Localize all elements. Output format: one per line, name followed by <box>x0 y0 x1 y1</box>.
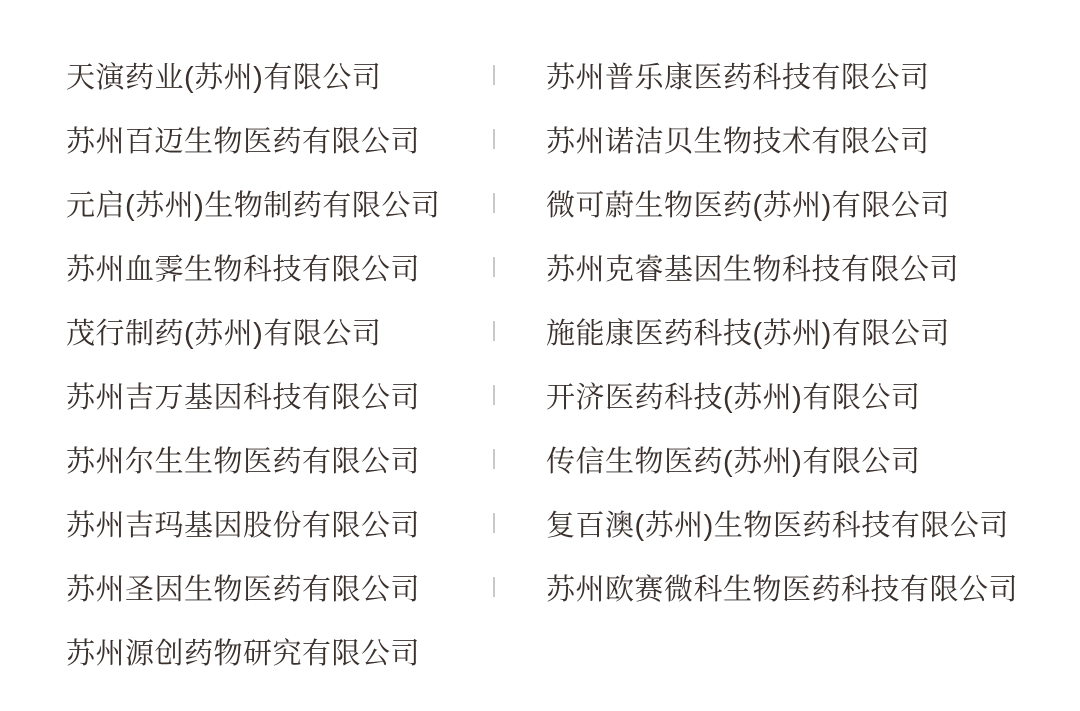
company-row <box>66 235 1080 299</box>
company-name-right: 传信生物医药(苏州)有限公司 <box>546 445 921 478</box>
company-name-left: 天演药业(苏州)有限公司 <box>66 61 382 94</box>
company-name-right: 苏州诺洁贝生物技术有限公司 <box>546 125 930 158</box>
company-name-left: 苏州源创药物研究有限公司 <box>66 637 421 670</box>
company-name-left: 苏州圣因生物医药有限公司 <box>66 573 421 606</box>
company-name-left: 苏州吉玛基因股份有限公司 <box>66 509 421 542</box>
column-divider-tick <box>493 193 495 213</box>
company-name-right: 开济医药科技(苏州)有限公司 <box>546 381 921 414</box>
company-name-right: 苏州普乐康医药科技有限公司 <box>546 61 930 94</box>
column-divider-tick <box>493 257 495 277</box>
company-name-right: 苏州欧赛微科生物医药科技有限公司 <box>546 573 1019 606</box>
company-name-left: 苏州吉万基因科技有限公司 <box>66 381 421 414</box>
company-name-left: 苏州百迈生物医药有限公司 <box>66 125 421 158</box>
column-divider-tick <box>493 449 495 469</box>
column-divider-tick <box>493 577 495 597</box>
company-name-left: 元启(苏州)生物制药有限公司 <box>66 189 441 222</box>
company-name-left: 苏州血霁生物科技有限公司 <box>66 253 421 286</box>
company-row <box>66 427 1080 491</box>
column-divider-tick <box>493 641 495 661</box>
company-row <box>66 555 1080 619</box>
company-row <box>66 43 1080 107</box>
column-divider-tick <box>493 65 495 85</box>
company-name-left: 苏州尔生生物医药有限公司 <box>66 445 421 478</box>
company-row <box>66 107 1080 171</box>
company-name-right: 施能康医药科技(苏州)有限公司 <box>546 317 950 350</box>
column-divider-tick <box>493 129 495 149</box>
company-row <box>66 491 1080 555</box>
company-name-right: 复百澳(苏州)生物医药科技有限公司 <box>546 509 1009 542</box>
company-row <box>66 171 1080 235</box>
company-name-left: 茂行制药(苏州)有限公司 <box>66 317 382 350</box>
company-row <box>66 619 1080 683</box>
company-name-right: 苏州克睿基因生物科技有限公司 <box>546 253 960 286</box>
column-divider-tick <box>493 385 495 405</box>
column-divider-tick <box>493 513 495 533</box>
company-name-right: 微可蔚生物医药(苏州)有限公司 <box>546 189 950 222</box>
column-divider-tick <box>493 321 495 341</box>
company-row <box>66 299 1080 363</box>
company-row <box>66 363 1080 427</box>
